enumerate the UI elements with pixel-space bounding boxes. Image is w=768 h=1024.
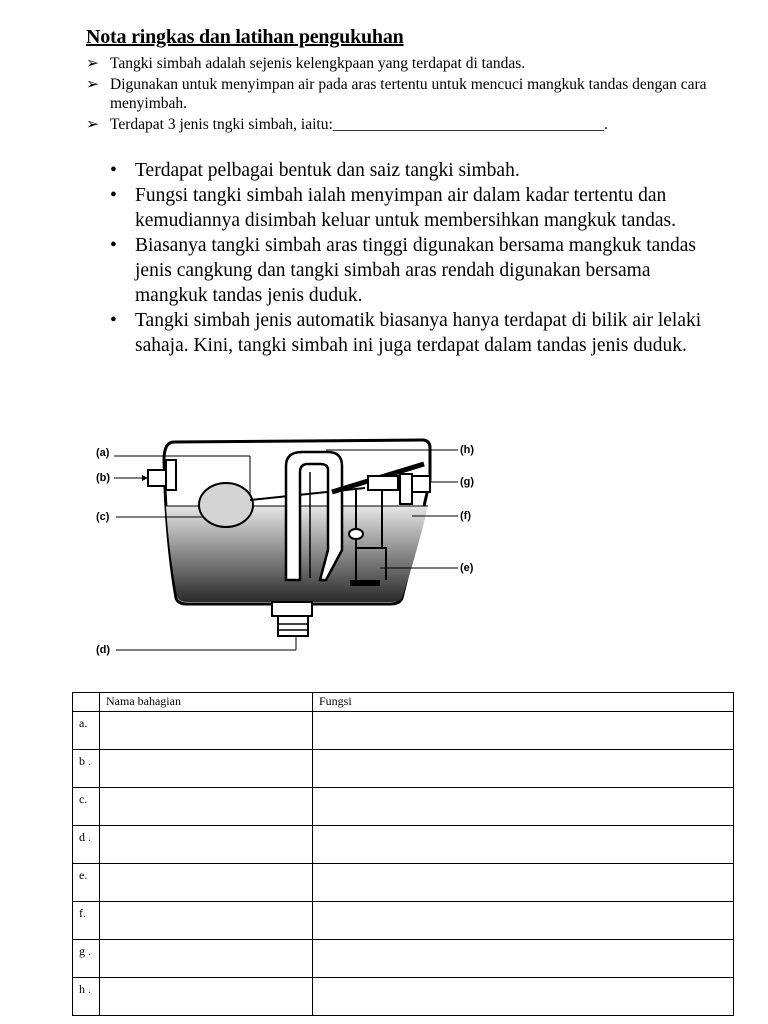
arrow-item-text: Terdapat 3 jenis tngki simbah, iaitu:___________________________________.: [110, 116, 608, 133]
part-name-cell[interactable]: [100, 902, 313, 940]
row-label: d .: [73, 826, 100, 864]
arrow-list: [86, 54, 726, 136]
function-cell[interactable]: [313, 978, 734, 1016]
table-row: [73, 902, 734, 940]
diagram-label-a: (a): [96, 447, 110, 459]
arrow-item: [86, 115, 726, 134]
bullet-item-text: Biasanya tangki simbah aras tinggi digunakan bersama mangkuk tandas jenis cangkung dan tangki simbah aras rendah digunakan bersama mangkuk tandas jenis duduk.: [135, 235, 697, 306]
row-label: b .: [73, 750, 100, 788]
table-header-cell: [73, 693, 100, 712]
table-row: [73, 750, 734, 788]
arrow-bullet-icon: ➢: [86, 116, 99, 133]
table-row: [73, 940, 734, 978]
page-title: Nota ringkas dan latihan pengukuhan: [86, 26, 404, 48]
part-name-cell[interactable]: [100, 712, 313, 750]
table-header-cell: Fungsi: [313, 693, 734, 712]
bullet-dot-icon: •: [110, 310, 117, 331]
arrow-bullet-icon: ➢: [86, 76, 99, 93]
diagram-label-g: (g): [460, 476, 475, 488]
float-ball-shape: [199, 483, 253, 527]
bullet-dot-icon: •: [110, 235, 117, 256]
arrow-item-text: Tangki simbah adalah sejenis kelengkpaan yang terdapat di tandas.: [110, 55, 526, 72]
arrow-bullet-icon: ➢: [86, 55, 99, 72]
row-label: g .: [73, 940, 100, 978]
row-label: e.: [73, 864, 100, 902]
outlet-pipe-shape: [272, 602, 312, 616]
row-label: c.: [73, 788, 100, 826]
arrow-item: [86, 54, 726, 73]
diagram-label-d: (d): [96, 644, 111, 656]
table-row: [73, 712, 734, 750]
function-cell[interactable]: [313, 712, 734, 750]
table-row: [73, 978, 734, 1016]
bullet-item: [110, 233, 722, 308]
function-cell[interactable]: [313, 864, 734, 902]
diagram-label-h: (h): [460, 444, 475, 456]
table-header-row: [73, 693, 734, 712]
function-cell[interactable]: [313, 750, 734, 788]
bullet-item: [110, 183, 722, 233]
table-row: [73, 864, 734, 902]
row-label: a.: [73, 712, 100, 750]
bullet-dot-icon: •: [110, 160, 117, 181]
row-label: h .: [73, 978, 100, 1016]
cistern-diagram: [90, 430, 490, 660]
part-name-cell[interactable]: [100, 978, 313, 1016]
bullet-item: [110, 308, 722, 358]
bullet-list: [110, 158, 722, 358]
bullet-item-text: Fungsi tangki simbah ialah menyimpan air dalam kadar tertentu dan kemudiannya disimbah keluar untuk membersihkan mangkuk tandas.: [135, 185, 677, 231]
function-cell[interactable]: [313, 902, 734, 940]
diagram-label-c: (c): [96, 511, 110, 523]
table-row: [73, 826, 734, 864]
function-cell[interactable]: [313, 826, 734, 864]
diagram-label-f: (f): [460, 510, 471, 522]
function-cell[interactable]: [313, 940, 734, 978]
bullet-dot-icon: •: [110, 185, 117, 206]
function-cell[interactable]: [313, 788, 734, 826]
row-label: f.: [73, 902, 100, 940]
part-name-cell[interactable]: [100, 750, 313, 788]
arrow-item-text: Digunakan untuk menyimpan air pada aras tertentu untuk mencuci mangkuk tandas dengan cara menyimbah.: [110, 76, 707, 112]
part-name-cell[interactable]: [100, 864, 313, 902]
bullet-item-text: Terdapat pelbagai bentuk dan saiz tangki simbah.: [135, 160, 520, 181]
part-name-cell[interactable]: [100, 788, 313, 826]
table-header-cell: Nama bahagian: [100, 693, 313, 712]
part-name-cell[interactable]: [100, 940, 313, 978]
parts-table: [72, 692, 734, 1016]
valve-shape: [368, 476, 398, 490]
diagram-label-b: (b): [96, 472, 111, 484]
table-row: [73, 788, 734, 826]
bullet-item-text: Tangki simbah jenis automatik biasanya hanya terdapat di bilik air lelaki sahaja. Kini, tangki simbah ini juga terdapat dalam tandas jenis duduk.: [135, 310, 702, 356]
bullet-item: [110, 158, 722, 183]
diagram-label-e: (e): [460, 562, 474, 574]
part-name-cell[interactable]: [100, 826, 313, 864]
arrow-item: [86, 75, 726, 113]
